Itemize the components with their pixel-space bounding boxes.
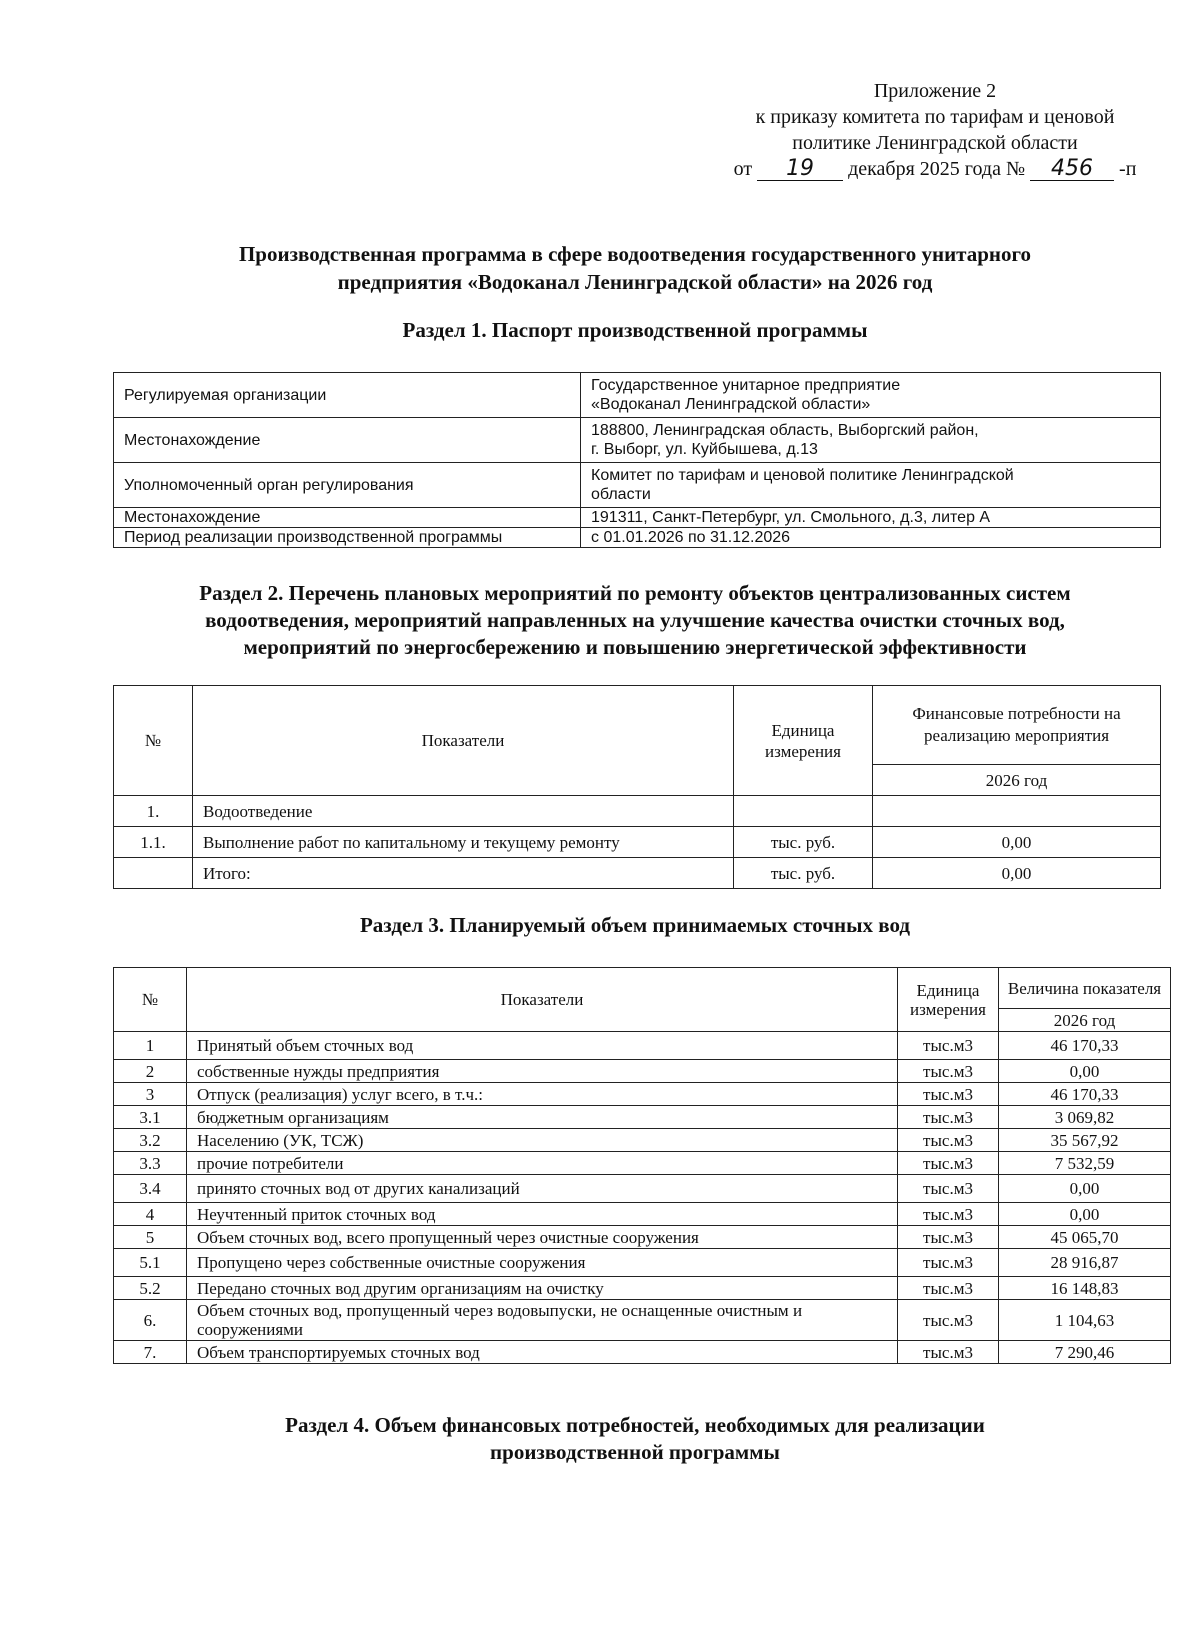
row-name: Принятый объем сточных вод [187, 1032, 898, 1060]
table-row [114, 373, 1161, 418]
order-reference: к приказу комитета по тарифам и ценовой [755, 106, 1115, 128]
passport-value-line: г. Выборг, ул. Куйбышева, д.13 [591, 441, 818, 458]
row-no: 1 [114, 1032, 187, 1060]
table-row [114, 858, 1161, 889]
table-row [114, 1152, 1171, 1175]
order-number: 456 [1030, 158, 1114, 181]
row-unit: тыс.м3 [898, 1300, 999, 1341]
passport-value: с 01.01.2026 по 31.12.2026 [581, 528, 1161, 548]
row-unit [734, 796, 873, 827]
measures-table [113, 685, 1161, 889]
appendix-header [700, 78, 1170, 182]
table-row [114, 1341, 1171, 1364]
row-unit: тыс.м3 [898, 1175, 999, 1203]
col-year-header: 2026 год [873, 765, 1161, 796]
order-month-year: декабря 2025 года № [848, 158, 1026, 180]
row-no: 6. [114, 1300, 187, 1341]
table-row [114, 1175, 1171, 1203]
title-line-2: предприятия «Водоканал Ленинградской области» на 2026 год [337, 270, 933, 294]
table-header-row [114, 686, 1161, 765]
row-name: Итого: [193, 858, 734, 889]
order-suffix: -п [1119, 158, 1137, 180]
passport-value [581, 463, 1161, 508]
row-name: собственные нужды предприятия [187, 1060, 898, 1083]
row-no: 2 [114, 1060, 187, 1083]
row-no: 5 [114, 1226, 187, 1249]
row-name: прочие потребители [187, 1152, 898, 1175]
passport-value [581, 418, 1161, 463]
table-row [114, 418, 1161, 463]
row-no [114, 858, 193, 889]
row-unit: тыс.м3 [898, 1129, 999, 1152]
table-row [114, 796, 1161, 827]
passport-label: Местонахождение [114, 508, 581, 528]
row-no: 5.2 [114, 1277, 187, 1300]
row-value: 1 104,63 [999, 1300, 1171, 1341]
row-no: 3.1 [114, 1106, 187, 1129]
row-value: 16 148,83 [999, 1277, 1171, 1300]
col-fin-header: Финансовые потребности на реализацию мероприятия [873, 686, 1161, 765]
order-day: 19 [757, 158, 843, 181]
row-name: Населению (УК, ТСЖ) [187, 1129, 898, 1152]
passport-value-line: «Водоканал Ленинградской области» [591, 396, 871, 413]
section2-title-line: водоотведения, мероприятий направленных на улучшение качества очистки сточных вод, [205, 608, 1065, 632]
row-unit: тыс.м3 [898, 1060, 999, 1083]
table-row [114, 1129, 1171, 1152]
passport-label: Период реализации производственной программы [114, 528, 581, 548]
passport-value: 191311, Санкт-Петербург, ул. Смольного, д.3, литер А [581, 508, 1161, 528]
passport-value-line: Государственное унитарное предприятие [591, 377, 901, 394]
row-unit: тыс.м3 [898, 1249, 999, 1277]
row-unit: тыс.м3 [898, 1106, 999, 1129]
row-value: 7 290,46 [999, 1341, 1171, 1364]
row-value: 0,00 [999, 1060, 1171, 1083]
col-unit-header: Единица измерения [898, 968, 999, 1032]
row-unit: тыс.м3 [898, 1226, 999, 1249]
appendix-label: Приложение 2 [873, 80, 997, 102]
row-no: 1. [114, 796, 193, 827]
row-value: 35 567,92 [999, 1129, 1171, 1152]
section4-title-line: производственной программы [490, 1440, 780, 1464]
passport-value-line: 188800, Ленинградская область, Выборгский район, [591, 422, 979, 439]
order-reference-cont: политике Ленинградской области [792, 132, 1078, 154]
row-name: Пропущено через собственные очистные сооружения [187, 1249, 898, 1277]
row-value: 7 532,59 [999, 1152, 1171, 1175]
section3-title: Раздел 3. Планируемый объем принимаемых сточных вод [359, 913, 911, 937]
section4-title [100, 1412, 1170, 1466]
row-value: 46 170,33 [999, 1083, 1171, 1106]
row-no: 3 [114, 1083, 187, 1106]
passport-label: Местонахождение [114, 418, 581, 463]
row-no: 3.2 [114, 1129, 187, 1152]
row-unit: тыс.м3 [898, 1203, 999, 1226]
row-unit: тыс. руб. [734, 827, 873, 858]
wastewater-volume-table [113, 967, 1171, 1364]
passport-label: Регулируемая организации [114, 373, 581, 418]
table-row [114, 1277, 1171, 1300]
passport-label: Уполномоченный орган регулирования [114, 463, 581, 508]
table-row [114, 1203, 1171, 1226]
order-from: от [733, 158, 753, 180]
table-row [114, 1226, 1171, 1249]
table-row [114, 1106, 1171, 1129]
row-value: 28 916,87 [999, 1249, 1171, 1277]
section4-title-line: Раздел 4. Объем финансовых потребностей, необходимых для реализации [285, 1413, 985, 1437]
table-header-row [114, 968, 1171, 1009]
table-row [114, 508, 1161, 528]
table-row [114, 1300, 1171, 1341]
row-name: Объем транспортируемых сточных вод [187, 1341, 898, 1364]
row-no: 1.1. [114, 827, 193, 858]
section2-title-line: Раздел 2. Перечень плановых мероприятий по ремонту объектов централизованных систем [199, 581, 1071, 605]
table-row [114, 463, 1161, 508]
row-unit: тыс.м3 [898, 1083, 999, 1106]
row-value: 0,00 [999, 1203, 1171, 1226]
title-line-1: Производственная программа в сфере водоотведения государственного унитарного [238, 242, 1032, 266]
section1-title: Раздел 1. Паспорт производственной программы [402, 318, 868, 342]
row-no: 7. [114, 1341, 187, 1364]
row-name: Выполнение работ по капитальному и текущему ремонту [193, 827, 734, 858]
passport-value [581, 373, 1161, 418]
row-no: 5.1 [114, 1249, 187, 1277]
passport-table [113, 372, 1161, 548]
row-unit: тыс. руб. [734, 858, 873, 889]
passport-value-line: области [591, 486, 651, 503]
order-date-line [700, 156, 1170, 182]
row-value: 0,00 [873, 858, 1161, 889]
row-unit: тыс.м3 [898, 1032, 999, 1060]
row-name: Отпуск (реализация) услуг всего, в т.ч.: [187, 1083, 898, 1106]
row-unit: тыс.м3 [898, 1277, 999, 1300]
section2-title-line: мероприятий по энергосбережению и повышению энергетической эффективности [243, 635, 1027, 659]
section2-title [100, 580, 1170, 661]
document-title [100, 240, 1170, 296]
table-row [114, 1060, 1171, 1083]
row-value: 0,00 [873, 827, 1161, 858]
table-row [114, 827, 1161, 858]
table-row [114, 1249, 1171, 1277]
row-no: 3.4 [114, 1175, 187, 1203]
row-value: 0,00 [999, 1175, 1171, 1203]
row-name: Объем сточных вод, пропущенный через водовыпуски, не оснащенные очистным и сооружениями [187, 1300, 898, 1341]
row-unit: тыс.м3 [898, 1152, 999, 1175]
row-name: бюджетным организациям [187, 1106, 898, 1129]
row-name: Объем сточных вод, всего пропущенный через очистные сооружения [187, 1226, 898, 1249]
col-no-header: № [114, 968, 187, 1032]
passport-value-line: Комитет по тарифам и ценовой политике Ленинградской [591, 467, 1014, 484]
row-name: Водоотведение [193, 796, 734, 827]
row-name: Неучтенный приток сточных вод [187, 1203, 898, 1226]
row-value: 46 170,33 [999, 1032, 1171, 1060]
col-indicators-header: Показатели [193, 686, 734, 796]
row-unit: тыс.м3 [898, 1341, 999, 1364]
col-no-header: № [114, 686, 193, 796]
row-name: принято сточных вод от других канализаций [187, 1175, 898, 1203]
row-value: 45 065,70 [999, 1226, 1171, 1249]
col-year-header: 2026 год [999, 1009, 1171, 1032]
row-value [873, 796, 1161, 827]
row-no: 4 [114, 1203, 187, 1226]
row-no: 3.3 [114, 1152, 187, 1175]
table-row [114, 1083, 1171, 1106]
row-value: 3 069,82 [999, 1106, 1171, 1129]
col-indicators-header: Показатели [187, 968, 898, 1032]
table-row [114, 1032, 1171, 1060]
row-name: Передано сточных вод другим организациям на очистку [187, 1277, 898, 1300]
col-value-header: Величина показателя [999, 968, 1171, 1009]
table-row [114, 528, 1161, 548]
col-unit-header: Единица измерения [734, 686, 873, 796]
